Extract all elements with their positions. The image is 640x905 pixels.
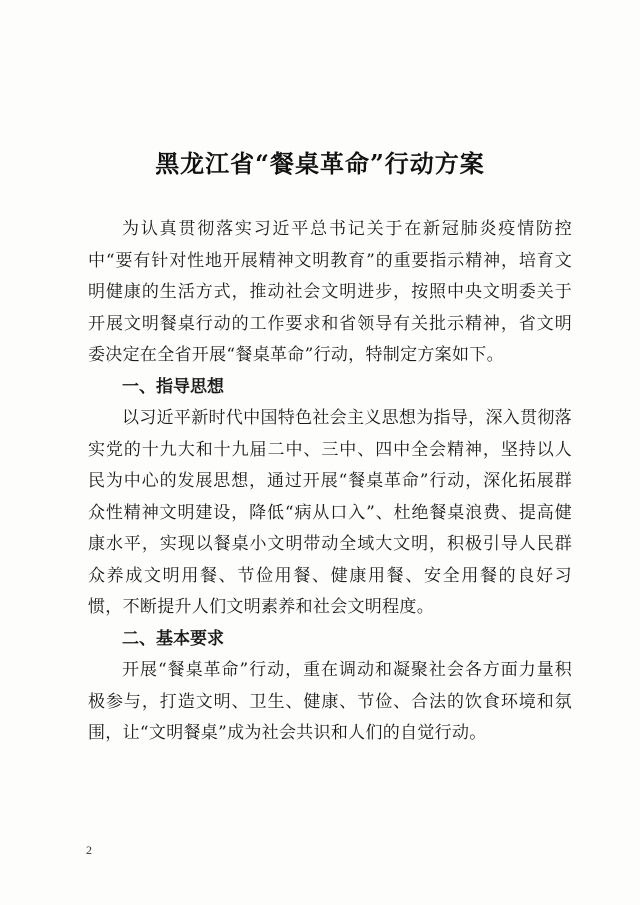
- section-paragraph-basic-requirements: 开展“餐桌革命”行动，重在调动和凝聚社会各方面力量积极参与，打造文明、卫生、健康、节俭、合法的饮食环境和氛围，让“文明餐桌”成为社会共识和人们的自觉行动。: [88, 660, 572, 743]
- document-body: [88, 214, 572, 750]
- section-heading-basic-requirements: 二、基本要求: [122, 628, 224, 649]
- intro-paragraph: 为认真贯彻落实习近平总书记关于在新冠肺炎疫情防控中“要有针对性地开展精神文明教育”的重要指示精神，培育文明健康的生活方式，推动社会文明进步，按照中央文明委关于开展文明餐桌行动的工作要求和省领导有关批示精神，省文明委决定在全省开展“餐桌革命”行动，特制定方案如下。: [88, 219, 572, 365]
- section-heading-guiding-ideology: 一、指导思想: [122, 376, 224, 397]
- section-paragraph-guiding-ideology: 以习近平新时代中国特色社会主义思想为指导，深入贯彻落实党的十九大和十九届二中、三中、四中全会精神，坚持以人民为中心的发展思想，通过开展“餐桌革命”行动，深化拓展群众性精神文明建设，降低“病从口入”、杜绝餐桌浪费、提高健康水平，实现以餐桌小文明带动全域大文明，积极引导人民群众养成文明用餐、节俭用餐、健康用餐、安全用餐的良好习惯，不断提升人们文明素养和社会文明程度。: [88, 408, 572, 617]
- page-number: 2: [86, 843, 92, 857]
- document-title: 黑龙江省“餐桌革命”行动方案: [155, 149, 485, 178]
